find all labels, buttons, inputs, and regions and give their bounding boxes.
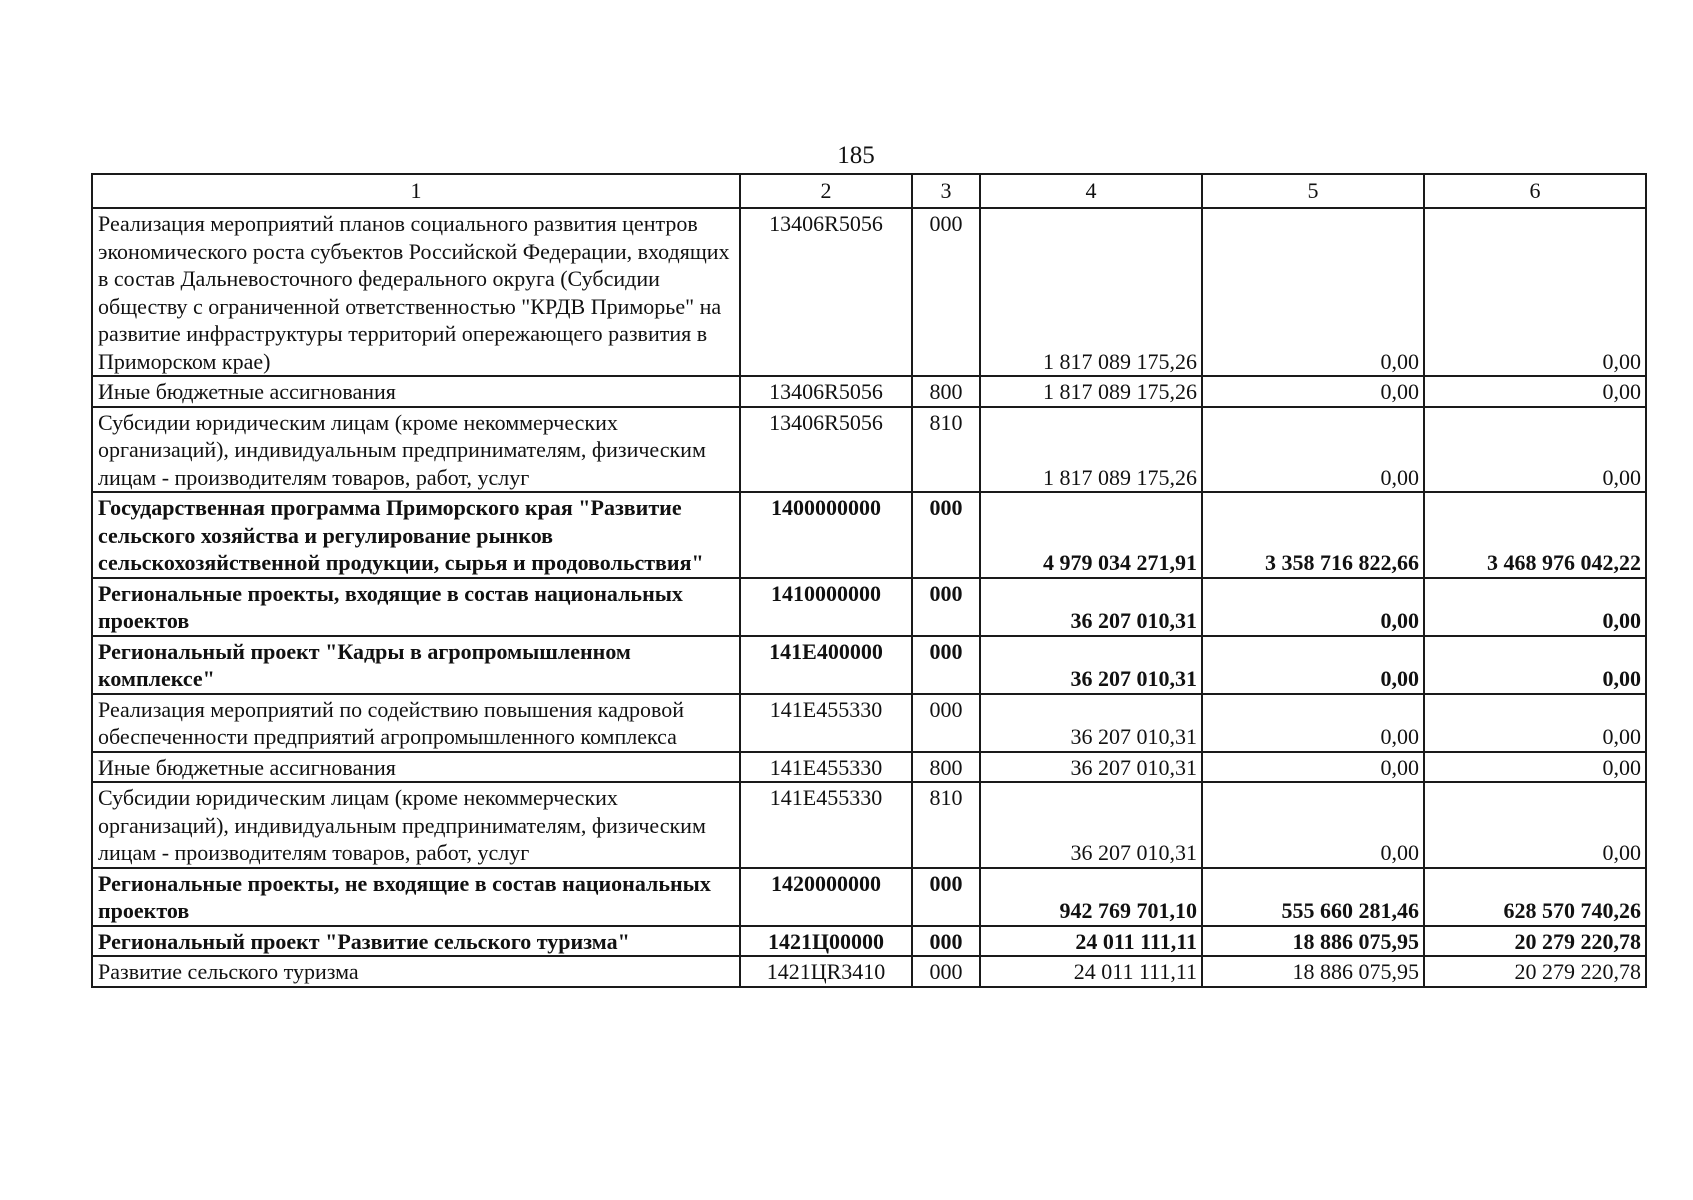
row-amount-col4-cell: 36 207 010,31 [980, 636, 1202, 694]
row-amount-col4-cell: 36 207 010,31 [980, 694, 1202, 752]
row-type-cell: 000 [912, 492, 980, 578]
table-row [92, 208, 1646, 376]
row-amount-col4-cell: 1 817 089 175,26 [980, 208, 1202, 376]
row-type-cell: 800 [912, 376, 980, 407]
table-row [92, 407, 1646, 493]
row-code-cell: 141E400000 [740, 636, 912, 694]
row-amount-col5-cell: 18 886 075,95 [1202, 956, 1424, 987]
row-type-cell: 000 [912, 868, 980, 926]
row-amount-col5-cell: 0,00 [1202, 407, 1424, 493]
row-amount-col5-cell: 18 886 075,95 [1202, 926, 1424, 957]
row-code-cell: 13406R5056 [740, 407, 912, 493]
row-amount-col5-cell: 0,00 [1202, 782, 1424, 868]
row-amount-col6-cell: 0,00 [1424, 782, 1646, 868]
row-code-cell: 141E455330 [740, 694, 912, 752]
row-amount-col5-cell: 555 660 281,46 [1202, 868, 1424, 926]
row-name-cell: Субсидии юридическим лицам (кроме некоммерческих организаций), индивидуальным предпринимателям, физическим лицам - производителям товаров, работ, услуг [92, 407, 740, 493]
row-amount-col6-cell: 0,00 [1424, 407, 1646, 493]
row-type-cell: 800 [912, 752, 980, 783]
row-type-cell: 000 [912, 636, 980, 694]
row-type-cell: 810 [912, 782, 980, 868]
row-name-cell: Субсидии юридическим лицам (кроме некоммерческих организаций), индивидуальным предпринимателям, физическим лицам - производителям товаров, работ, услуг [92, 782, 740, 868]
row-amount-col5-cell: 0,00 [1202, 636, 1424, 694]
table-row [92, 926, 1646, 957]
row-amount-col6-cell: 3 468 976 042,22 [1424, 492, 1646, 578]
column-header-3: 3 [912, 174, 980, 208]
row-name-cell: Иные бюджетные ассигнования [92, 752, 740, 783]
row-amount-col4-cell: 24 011 111,11 [980, 926, 1202, 957]
row-name-cell: Реализация мероприятий планов социального развития центров экономического роста субъектов Российской Федерации, входящих в состав Дальневосточного федерального округа (Субсидии обществу с ограниченной ответственностью "КРДВ Приморье" на развитие инфраструктуры территорий опережающего развития в Приморском крае) [92, 208, 740, 376]
row-amount-col6-cell: 0,00 [1424, 208, 1646, 376]
row-amount-col6-cell: 20 279 220,78 [1424, 926, 1646, 957]
row-name-cell: Региональные проекты, входящие в состав национальных проектов [92, 578, 740, 636]
row-code-cell: 1420000000 [740, 868, 912, 926]
budget-table [91, 173, 1647, 988]
row-amount-col4-cell: 36 207 010,31 [980, 782, 1202, 868]
row-amount-col6-cell: 0,00 [1424, 578, 1646, 636]
row-name-cell: Региональный проект "Развитие сельского туризма" [92, 926, 740, 957]
row-name-cell: Региональный проект "Кадры в агропромышленном комплексе" [92, 636, 740, 694]
table-row [92, 636, 1646, 694]
row-name-cell: Государственная программа Приморского края "Развитие сельского хозяйства и регулирование рынков сельскохозяйственной продукции, сырья и продовольствия" [92, 492, 740, 578]
table-row [92, 782, 1646, 868]
row-amount-col5-cell: 0,00 [1202, 208, 1424, 376]
row-amount-col4-cell: 36 207 010,31 [980, 752, 1202, 783]
row-amount-col6-cell: 0,00 [1424, 636, 1646, 694]
table-row [92, 492, 1646, 578]
row-code-cell: 1421Ц00000 [740, 926, 912, 957]
row-code-cell: 141E455330 [740, 752, 912, 783]
table-body [92, 174, 1646, 987]
table-header-row [92, 174, 1646, 208]
row-amount-col5-cell: 0,00 [1202, 752, 1424, 783]
row-name-cell: Региональные проекты, не входящие в состав национальных проектов [92, 868, 740, 926]
row-type-cell: 000 [912, 578, 980, 636]
row-amount-col6-cell: 0,00 [1424, 752, 1646, 783]
row-amount-col4-cell: 1 817 089 175,26 [980, 376, 1202, 407]
table-row [92, 868, 1646, 926]
column-header-2: 2 [740, 174, 912, 208]
row-amount-col5-cell: 0,00 [1202, 376, 1424, 407]
table-row [92, 578, 1646, 636]
table-row [92, 956, 1646, 987]
row-amount-col6-cell: 0,00 [1424, 694, 1646, 752]
page-number: 185 [837, 142, 875, 169]
row-amount-col4-cell: 1 817 089 175,26 [980, 407, 1202, 493]
row-code-cell: 1421ЦR3410 [740, 956, 912, 987]
row-name-cell: Реализация мероприятий по содействию повышения кадровой обеспеченности предприятий агропромышленного комплекса [92, 694, 740, 752]
row-name-cell: Развитие сельского туризма [92, 956, 740, 987]
row-type-cell: 000 [912, 926, 980, 957]
column-header-1: 1 [92, 174, 740, 208]
row-type-cell: 000 [912, 208, 980, 376]
row-amount-col4-cell: 942 769 701,10 [980, 868, 1202, 926]
row-type-cell: 000 [912, 694, 980, 752]
row-amount-col5-cell: 0,00 [1202, 578, 1424, 636]
row-amount-col4-cell: 4 979 034 271,91 [980, 492, 1202, 578]
row-amount-col4-cell: 36 207 010,31 [980, 578, 1202, 636]
row-code-cell: 1410000000 [740, 578, 912, 636]
row-amount-col6-cell: 628 570 740,26 [1424, 868, 1646, 926]
table-row [92, 694, 1646, 752]
row-amount-col4-cell: 24 011 111,11 [980, 956, 1202, 987]
row-amount-col6-cell: 20 279 220,78 [1424, 956, 1646, 987]
table-row [92, 752, 1646, 783]
row-amount-col6-cell: 0,00 [1424, 376, 1646, 407]
row-amount-col5-cell: 0,00 [1202, 694, 1424, 752]
column-header-4: 4 [980, 174, 1202, 208]
table-row [92, 376, 1646, 407]
row-amount-col5-cell: 3 358 716 822,66 [1202, 492, 1424, 578]
row-code-cell: 1400000000 [740, 492, 912, 578]
row-type-cell: 000 [912, 956, 980, 987]
row-code-cell: 141E455330 [740, 782, 912, 868]
row-code-cell: 13406R5056 [740, 376, 912, 407]
column-header-5: 5 [1202, 174, 1424, 208]
row-name-cell: Иные бюджетные ассигнования [92, 376, 740, 407]
row-code-cell: 13406R5056 [740, 208, 912, 376]
column-header-6: 6 [1424, 174, 1646, 208]
row-type-cell: 810 [912, 407, 980, 493]
